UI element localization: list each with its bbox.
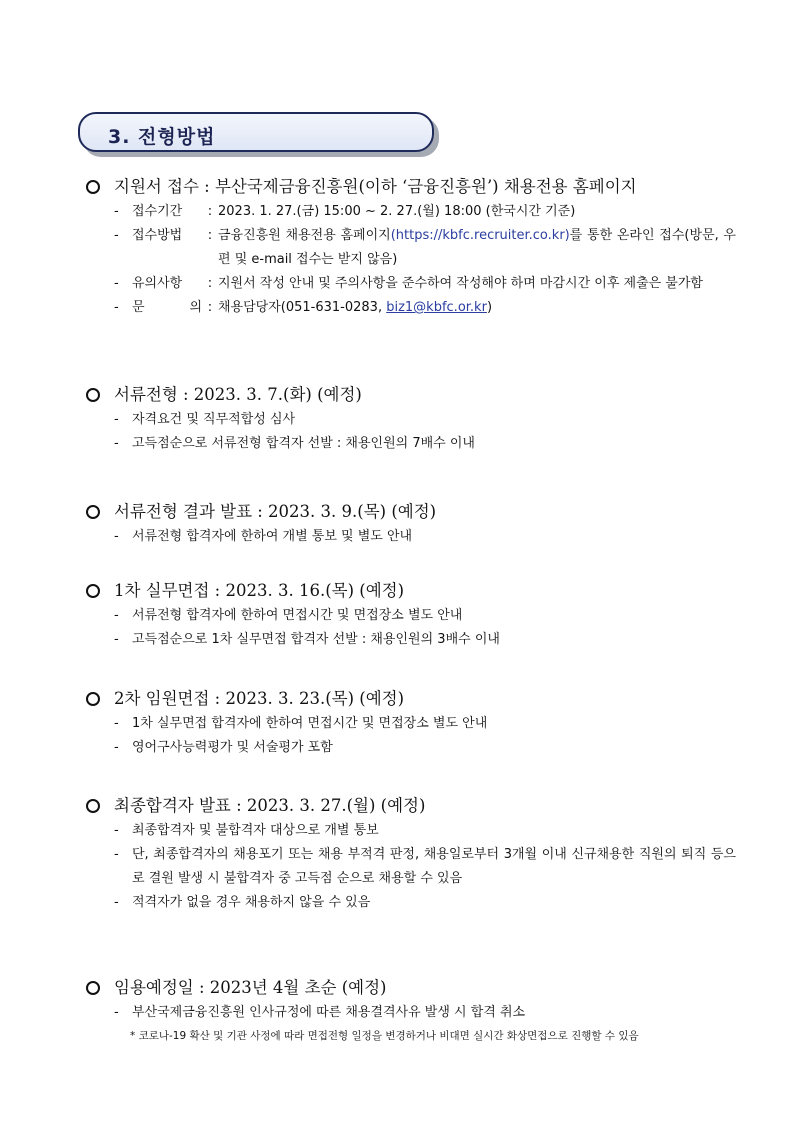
section-heading bbox=[86, 382, 736, 408]
list-item bbox=[86, 296, 736, 320]
section-heading bbox=[86, 499, 736, 525]
circle-bullet-icon bbox=[86, 692, 100, 706]
section-executive-interview bbox=[86, 686, 736, 760]
item-text: 1차 실무면접 합격자에 한하여 면접시간 및 면접장소 별도 안내 bbox=[132, 716, 488, 731]
list-item bbox=[86, 432, 736, 456]
heading-text: 임용예정일 : 2023년 4월 초순 (예정) bbox=[114, 978, 387, 997]
circle-bullet-icon bbox=[86, 505, 100, 519]
list-item bbox=[86, 628, 736, 652]
dash-marker: - bbox=[114, 632, 119, 647]
method-text: 금융진흥원 채용전용 홈페이지 bbox=[218, 228, 391, 243]
contact-text: 채용담당자(051-631-0283, bbox=[218, 300, 387, 315]
item-label: 유의사항 bbox=[132, 276, 183, 291]
dash-marker: - bbox=[114, 740, 119, 755]
heading-text: 서류전형 결과 발표 : 2023. 3. 9.(목) (예정) bbox=[114, 502, 437, 521]
homepage-link[interactable]: (https://kbfc.recruiter.co.kr) bbox=[390, 228, 570, 243]
dash-marker: - bbox=[114, 1005, 119, 1020]
item-value bbox=[218, 224, 736, 272]
circle-bullet-icon bbox=[86, 981, 100, 995]
item-text: 고득점순으로 서류전형 합격자 선발 : 채용인원의 7배수 이내 bbox=[132, 436, 475, 451]
dash-marker: - bbox=[114, 529, 119, 544]
dash-marker: - bbox=[114, 276, 119, 291]
circle-bullet-icon bbox=[86, 799, 100, 813]
circle-bullet-icon bbox=[86, 180, 100, 194]
list-item bbox=[86, 712, 736, 736]
list-item bbox=[86, 819, 736, 843]
item-label: 접수기간 bbox=[132, 204, 183, 219]
dash-marker: - bbox=[114, 412, 119, 427]
section-heading bbox=[86, 793, 736, 819]
dash-marker: - bbox=[114, 847, 119, 862]
colon: : bbox=[207, 228, 213, 243]
method-text-rest: 를 통한 온라인 접수(방문, 우편 및 e-mail 접수는 받지 않음) bbox=[218, 228, 736, 267]
section-title-box bbox=[78, 112, 434, 152]
dash-marker: - bbox=[114, 300, 119, 315]
section-final-result bbox=[86, 793, 736, 915]
item-text: 단, 최종합격자의 채용포기 또는 채용 부적격 판정, 채용일로부터 3개월 이내 신규채용한 직원의 퇴직 등으로 결원 발생 시 불합격자 중 고득점 순으로 채용할 수 있음 bbox=[132, 847, 736, 886]
circle-bullet-icon bbox=[86, 388, 100, 402]
item-label: 접수방법 bbox=[132, 228, 183, 243]
email-link[interactable]: biz1@kbfc.or.kr bbox=[386, 300, 487, 315]
dash-marker: - bbox=[114, 608, 119, 623]
list-item bbox=[86, 891, 736, 915]
heading-text: 지원서 접수 : 부산국제금융진흥원(이하 ‘금융진흥원’) 채용전용 홈페이지 bbox=[114, 177, 637, 196]
item-value: 2023. 1. 27.(금) 15:00 ~ 2. 27.(월) 18:00 (한국시간 기준) bbox=[218, 204, 576, 219]
item-text: 부산국제금융진흥원 인사규정에 따른 채용결격사유 발생 시 합격 취소 bbox=[132, 1005, 526, 1020]
item-text: 고득점순으로 1차 실무면접 합격자 선발 : 채용인원의 3배수 이내 bbox=[132, 632, 500, 647]
dash-marker: - bbox=[114, 228, 119, 243]
item-text: 적격자가 없을 경우 채용하지 않을 수 있음 bbox=[132, 895, 371, 910]
section-document-result bbox=[86, 499, 736, 549]
item-text: 최종합격자 및 불합격자 대상으로 개별 통보 bbox=[132, 823, 379, 838]
section-heading bbox=[86, 578, 736, 604]
dash-marker: - bbox=[114, 436, 119, 451]
list-item bbox=[86, 843, 736, 891]
section-first-interview bbox=[86, 578, 736, 652]
list-item bbox=[86, 200, 736, 224]
item-value: 지원서 작성 안내 및 주의사항을 준수하여 작성해야 하며 마감시간 이후 제출은 불가함 bbox=[218, 276, 703, 291]
list-item bbox=[86, 525, 736, 549]
list-item bbox=[86, 736, 736, 760]
heading-text: 1차 실무면접 : 2023. 3. 16.(목) (예정) bbox=[114, 581, 405, 600]
section-document-screening bbox=[86, 382, 736, 456]
dash-marker: - bbox=[114, 823, 119, 838]
section-heading bbox=[86, 174, 736, 200]
circle-bullet-icon bbox=[86, 584, 100, 598]
section-appointment-date bbox=[86, 975, 736, 1025]
heading-text: 최종합격자 발표 : 2023. 3. 27.(월) (예정) bbox=[114, 796, 426, 815]
list-item bbox=[86, 604, 736, 628]
heading-text: 2차 임원면접 : 2023. 3. 23.(목) (예정) bbox=[114, 689, 405, 708]
item-value bbox=[218, 296, 736, 320]
list-item bbox=[86, 224, 736, 272]
dash-marker: - bbox=[114, 204, 119, 219]
section-heading bbox=[86, 975, 736, 1001]
section-application bbox=[86, 174, 736, 320]
item-text: 서류전형 합격자에 한하여 면접시간 및 면접장소 별도 안내 bbox=[132, 608, 463, 623]
section-heading bbox=[86, 686, 736, 712]
footnote: * 코로나-19 확산 및 기관 사정에 따라 면접전형 일정을 변경하거나 비대면 실시간 화상면접으로 진행할 수 있음 bbox=[130, 1030, 639, 1042]
section-title: 3. 전형방법 bbox=[108, 126, 216, 148]
dash-marker: - bbox=[114, 716, 119, 731]
item-text: 자격요건 및 직무적합성 심사 bbox=[132, 412, 296, 427]
colon: : bbox=[207, 300, 213, 315]
heading-text: 서류전형 : 2023. 3. 7.(화) (예정) bbox=[114, 385, 362, 404]
list-item bbox=[86, 408, 736, 432]
list-item bbox=[86, 1001, 736, 1025]
list-item bbox=[86, 272, 736, 296]
item-label: 문 의 bbox=[132, 300, 202, 315]
item-text: 영어구사능력평가 및 서술평가 포함 bbox=[132, 740, 333, 755]
contact-close: ) bbox=[486, 300, 493, 315]
dash-marker: - bbox=[114, 895, 119, 910]
colon: : bbox=[207, 276, 213, 291]
item-text: 서류전형 합격자에 한하여 개별 통보 및 별도 안내 bbox=[132, 529, 413, 544]
colon: : bbox=[207, 204, 213, 219]
